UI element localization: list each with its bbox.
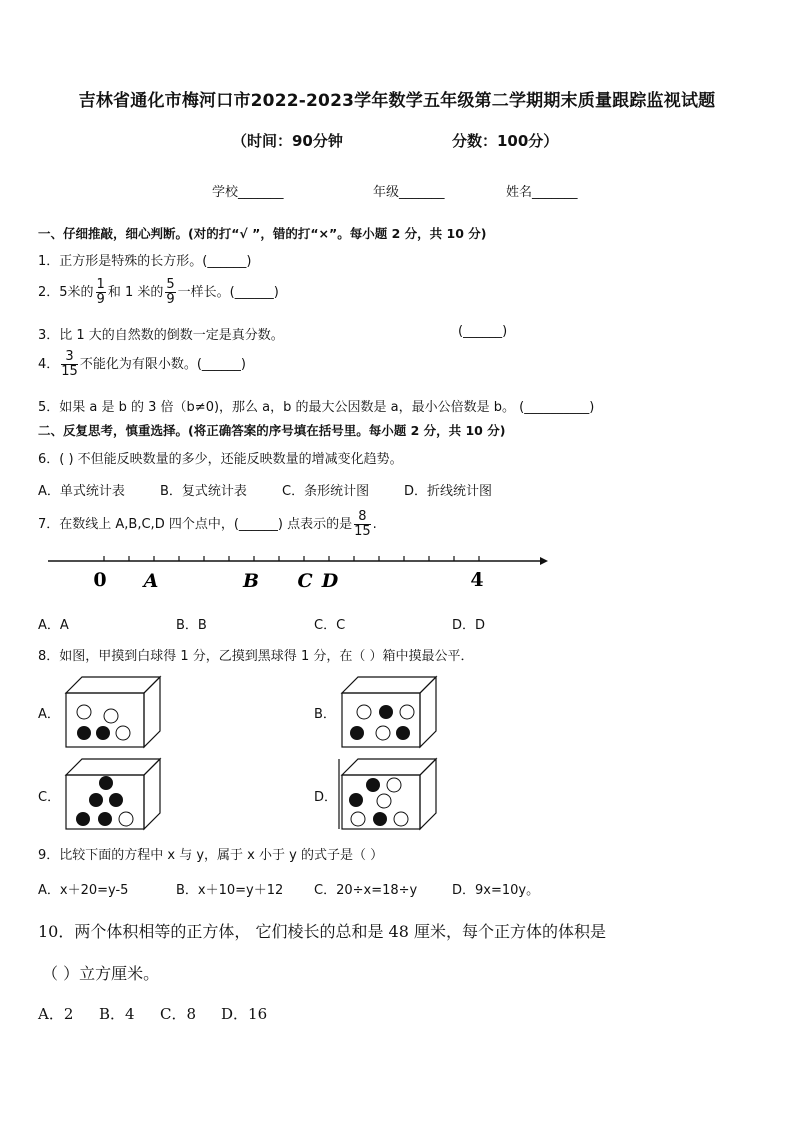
black-ball: [109, 793, 123, 807]
q7-option-a[interactable]: A．A: [38, 618, 69, 633]
name-field[interactable]: 姓名_______: [506, 185, 578, 200]
white-ball: [77, 705, 91, 719]
ball-box-d: [338, 757, 440, 833]
black-ball: [89, 793, 103, 807]
question-3-blank[interactable]: (______): [458, 324, 508, 339]
black-ball: [99, 776, 113, 790]
q8-option-a[interactable]: A．: [38, 707, 60, 722]
q10-option-b[interactable]: B．4: [99, 1005, 135, 1023]
school-field[interactable]: 学校_______: [212, 185, 284, 200]
exam-time: （时间：90分钟: [232, 132, 343, 150]
question-2: 2．5米的 $\frac{1}{9}$ 和 1 米的 $\frac{5}{9}$ 一样长。(______): [38, 277, 279, 307]
question-10-line1: 10．两个体积相等的正方体， 它们棱长的总和是 48 厘米，每个正方体的体积是: [38, 922, 606, 941]
fraction-8-15: $\frac{8}{15}$: [354, 509, 371, 539]
ball-box-a: [62, 675, 164, 751]
q6-option-d[interactable]: D．折线统计图: [404, 484, 493, 499]
black-ball: [349, 793, 363, 807]
section1-heading: 一、仔细推敲，细心判断。(对的打“√ ”，错的打“×”。每小题 2 分，共 10 分): [38, 226, 487, 241]
ball-box-b: [338, 675, 440, 751]
q7-option-c[interactable]: C．C: [314, 618, 346, 633]
q9-option-c[interactable]: C．20÷x=18÷y: [314, 883, 418, 898]
black-ball: [373, 812, 387, 826]
q6-option-c[interactable]: C．条形统计图: [282, 484, 370, 499]
black-ball: [77, 726, 91, 740]
q9-option-d[interactable]: D．9x=10y。: [452, 883, 540, 898]
question-9: 9．比较下面的方程中 x 与 y，属于 x 小于 y 的式子是（ ）: [38, 848, 384, 863]
grade-field[interactable]: 年级_______: [373, 185, 445, 200]
white-ball: [400, 705, 414, 719]
number-line: [40, 548, 550, 598]
question-7: 7．在数线上 A,B,C,D 四个点中，(______) 点表示的是 $\frac{8}{15}$ .: [38, 509, 377, 539]
white-ball: [377, 794, 391, 808]
q8-option-c[interactable]: C．: [38, 790, 61, 805]
fraction-3-15: $\frac{3}{15}$: [61, 349, 78, 379]
question-10-line2: （ ）立方厘米。: [42, 964, 160, 983]
q6-option-b[interactable]: B．复式统计表: [160, 484, 247, 499]
white-ball: [351, 812, 365, 826]
black-ball: [350, 726, 364, 740]
white-ball: [387, 778, 401, 792]
white-ball: [119, 812, 133, 826]
fraction-1-9: $\frac{1}{9}$: [96, 277, 105, 307]
question-4: 4． $\frac{3}{15}$ 不能化为有限小数。(______): [38, 349, 246, 379]
numberline-label-4: 4: [470, 569, 484, 591]
question-3: 3．比 1 大的自然数的倒数一定是真分数。: [38, 328, 284, 343]
q10-option-a[interactable]: A．2: [38, 1005, 74, 1023]
q10-option-c[interactable]: C．8: [160, 1005, 197, 1023]
black-ball: [366, 778, 380, 792]
numberline-label-b: B: [242, 570, 260, 592]
q7-option-b[interactable]: B．B: [176, 618, 207, 633]
question-5: 5．如果 a 是 b 的 3 倍（b≠0)，那么 a，b 的最大公因数是 a，最小公倍数是 b。 (__________): [38, 400, 595, 415]
white-ball: [376, 726, 390, 740]
white-ball: [394, 812, 408, 826]
q9-option-b[interactable]: B．x＋10=y＋12: [176, 883, 284, 898]
black-ball: [76, 812, 90, 826]
q9-option-a[interactable]: A．x＋20=y-5: [38, 883, 129, 898]
q10-option-d[interactable]: D．16: [221, 1005, 268, 1023]
numberline-label-d: D: [321, 570, 339, 592]
white-ball: [116, 726, 130, 740]
black-ball: [98, 812, 112, 826]
page-title: 吉林省通化市梅河口市2022-2023学年数学五年级第二学期期末质量跟踪监视试题: [78, 91, 716, 111]
q6-option-a[interactable]: A．单式统计表: [38, 484, 125, 499]
q7-option-d[interactable]: D．D: [452, 618, 486, 633]
question-1: 1．正方形是特殊的长方形。(______): [38, 254, 252, 269]
ball-box-c: [62, 757, 164, 833]
question-6: 6．( ) 不但能反映数量的多少，还能反映数量的增减变化趋势。: [38, 452, 403, 467]
black-ball: [96, 726, 110, 740]
exam-score: 分数：100分）: [452, 132, 559, 150]
numberline-label-a: A: [143, 570, 159, 592]
black-ball: [379, 705, 393, 719]
fraction-5-9: $\frac{5}{9}$: [166, 277, 175, 307]
question-8: 8．如图，甲摸到白球得 1 分，乙摸到黑球得 1 分，在（ ）箱中摸最公平．: [38, 649, 474, 664]
numberline-label-0: 0: [93, 569, 107, 591]
q8-option-d[interactable]: D．: [314, 790, 338, 805]
white-ball: [357, 705, 371, 719]
numberline-label-c: C: [297, 570, 313, 592]
section2-heading: 二、反复思考，慎重选择。(将正确答案的序号填在括号里。每小题 2 分，共 10 分): [38, 423, 506, 438]
white-ball: [104, 709, 118, 723]
black-ball: [396, 726, 410, 740]
q8-option-b[interactable]: B．: [314, 707, 336, 722]
